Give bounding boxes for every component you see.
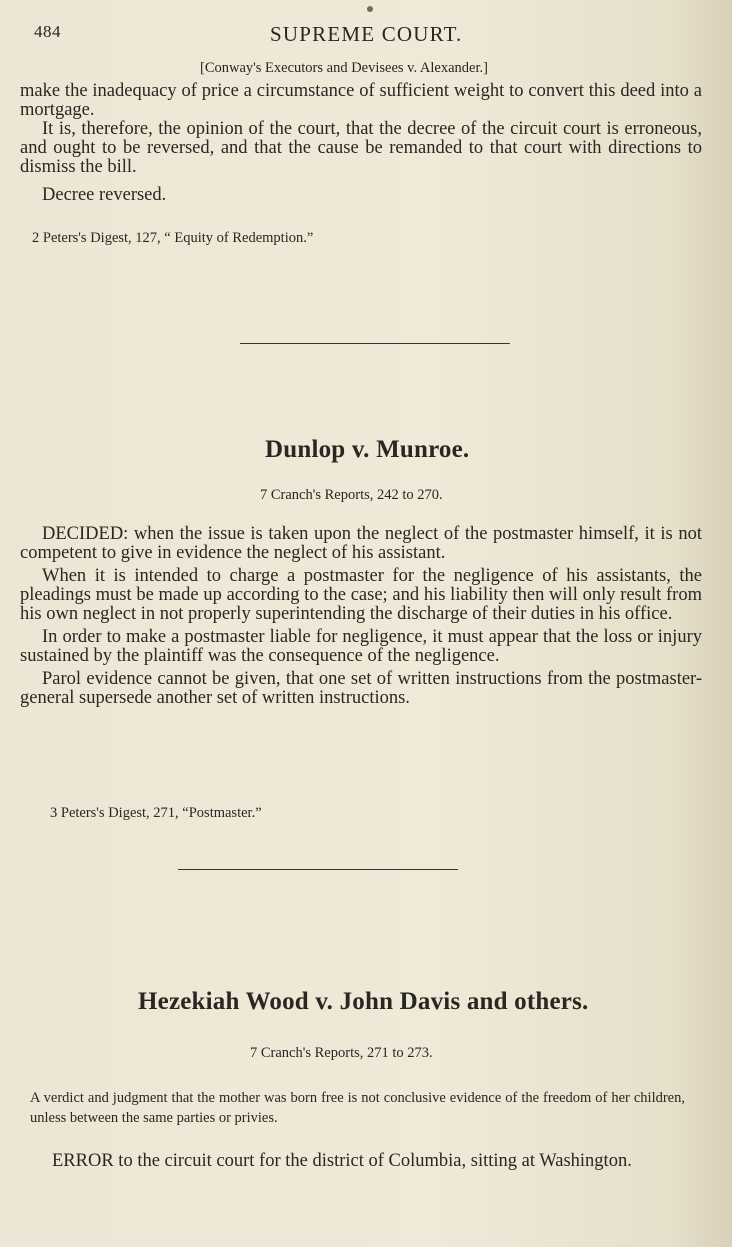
page-number: 484 — [34, 22, 61, 41]
ink-dot — [367, 6, 373, 12]
digest-reference: 3 Peters's Digest, 271, “Postmaster.” — [50, 805, 262, 821]
error-text: ERROR to the circuit court for the district of Columbia, sitting at Washington. — [52, 1151, 632, 1171]
reporter-citation: 7 Cranch's Reports, 271 to 273. — [250, 1045, 433, 1061]
headnote-paragraph: In order to make a postmaster liable for negligence, it must appear that the loss or injury sustained by the plaintiff was the consequence of the negligence. — [20, 627, 702, 666]
headnote-paragraph: A verdict and judgment that the mother was born free is not conclusive evidence of the freedom of her children, unless between the same parties or privies. — [30, 1090, 685, 1126]
running-title: SUPREME COURT. — [270, 22, 463, 46]
section-divider — [240, 343, 510, 344]
headnote-paragraph: When it is intended to charge a postmaster for the negligence of his assistants, the pleadings must be made up according to the case; and his liability then will only result from his own neglect in not properly superintending the discharge of their duties in his office. — [20, 566, 702, 624]
error-paragraph — [32, 1151, 684, 1171]
case-title: Hezekiah Wood v. John Davis and others. — [138, 988, 589, 1015]
decree-line: Decree reversed. — [42, 185, 167, 205]
headnote-paragraph: DECIDED: when the issue is taken upon the neglect of the postmaster himself, it is not competent to give in evidence the neglect of his assistant. — [20, 524, 702, 563]
headnotes — [20, 525, 702, 708]
case-title: Dunlop v. Munroe. — [265, 436, 470, 463]
reporter-citation: 7 Cranch's Reports, 242 to 270. — [260, 487, 443, 503]
headnote — [30, 1088, 685, 1128]
continuation-text — [20, 82, 702, 177]
continuation-paragraph: It is, therefore, the opinion of the court, that the decree of the circuit court is erroneous, and ought to be reversed, and that the cause be remanded to that court with directions to dismiss the bill. — [20, 119, 702, 177]
section-divider — [178, 869, 458, 870]
digest-reference: 2 Peters's Digest, 127, “ Equity of Redemption.” — [32, 230, 314, 246]
case-running-header: [Conway's Executors and Devisees v. Alexander.] — [200, 60, 488, 76]
continuation-paragraph: make the inadequacy of price a circumstance of sufficient weight to convert this deed into a mortgage. — [20, 81, 702, 120]
headnote-paragraph: Parol evidence cannot be given, that one set of written instructions from the postmaster-general supersede another set of written instructions. — [20, 669, 702, 708]
